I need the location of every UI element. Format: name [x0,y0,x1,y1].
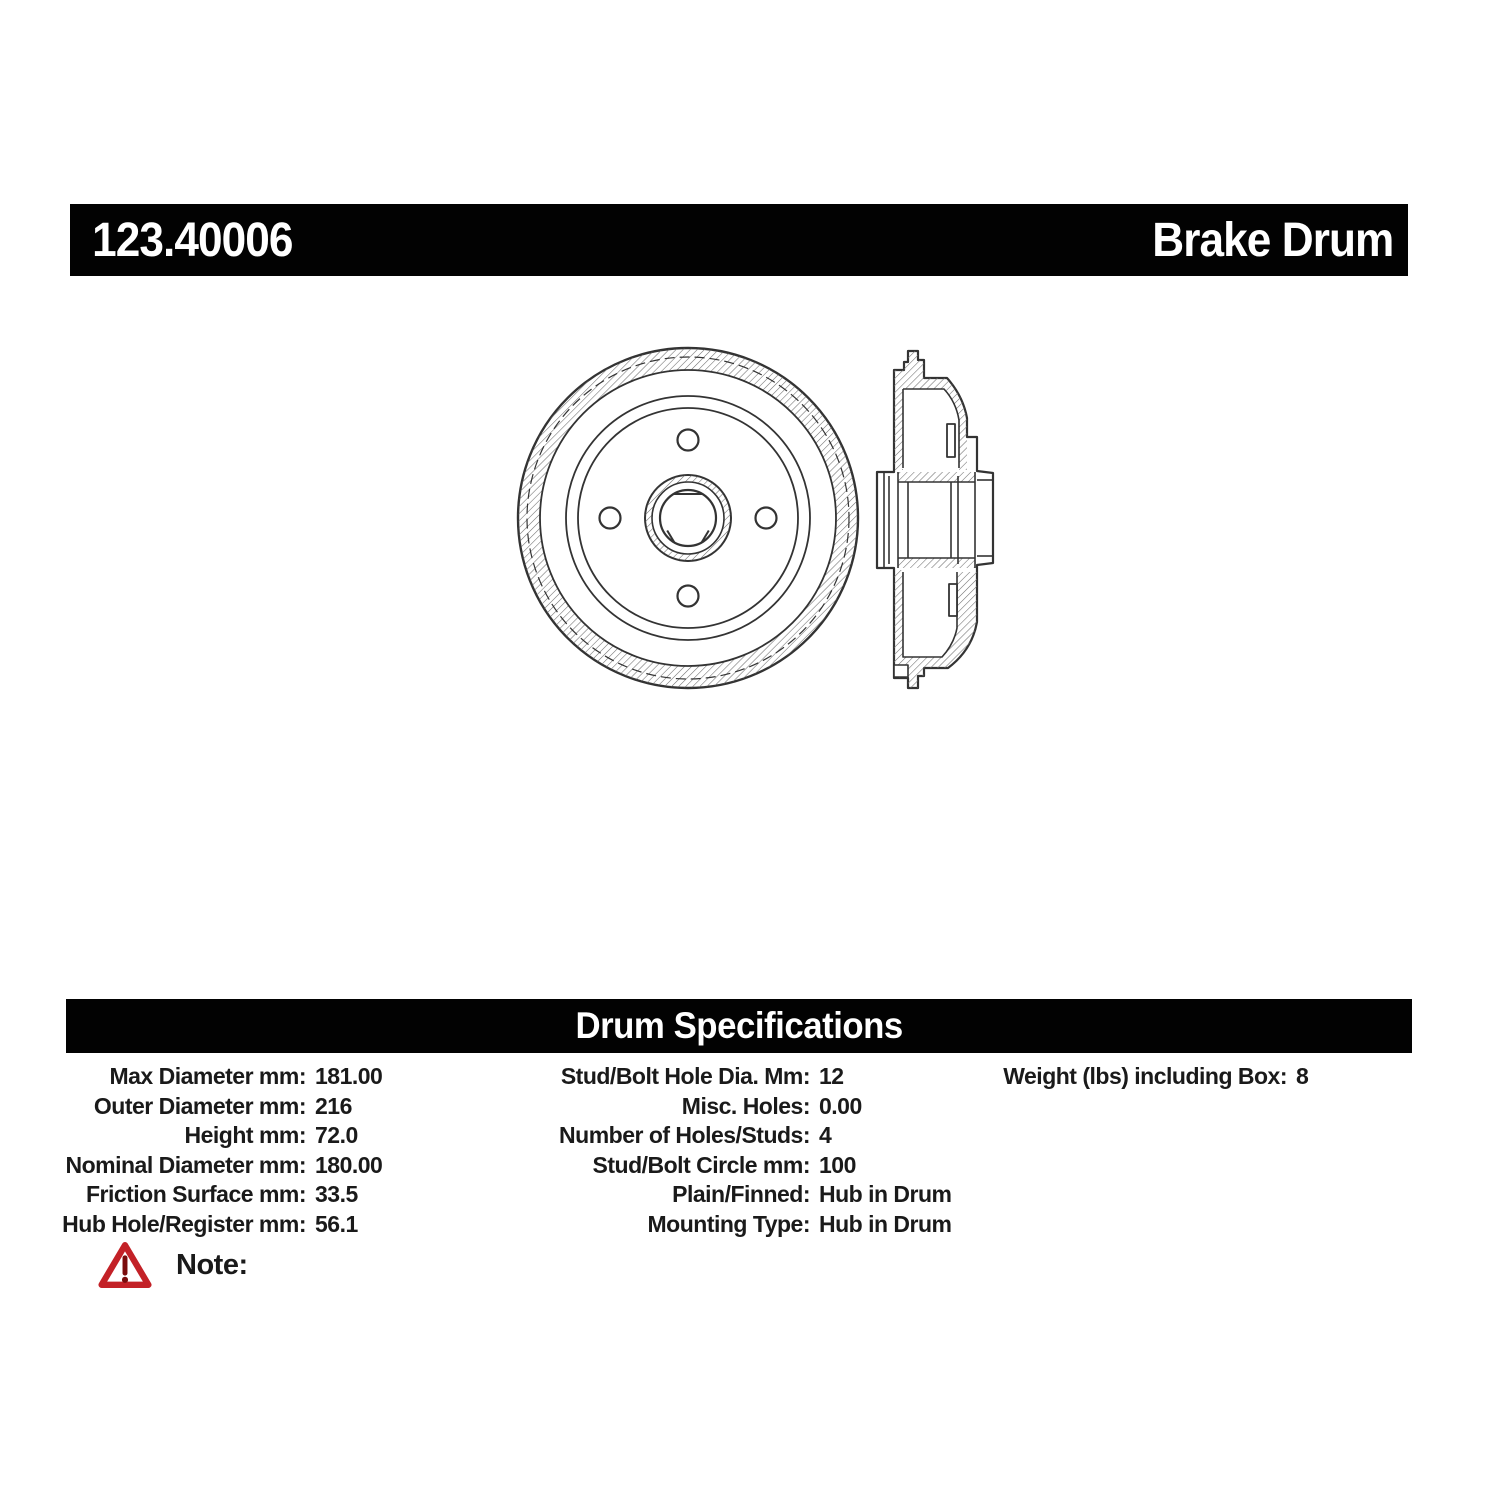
spec-value: 56.1 [315,1210,358,1237]
spec-row [530,1092,952,1122]
spec-label: Number of Holes/Studs: [559,1122,810,1149]
spec-row [530,1180,952,1210]
spec-value: 33.5 [315,1181,358,1208]
spec-value: 100 [819,1151,856,1178]
part-number: 123.40006 [92,213,293,267]
spec-value: 72.0 [315,1122,358,1149]
spec-value: Hub in Drum [819,1181,952,1208]
spec-label: Mounting Type: [647,1210,810,1237]
brake-drum-front-view-icon [518,348,858,688]
spec-section-title: Drum Specifications [575,1005,903,1046]
spec-label: Max Diameter mm: [109,1063,306,1090]
note-label: Note: [176,1248,248,1281]
spec-label: Hub Hole/Register mm: [62,1210,306,1237]
spec-value: 8 [1296,1063,1309,1090]
spec-label: Outer Diameter mm: [93,1092,306,1119]
spec-column-middle [530,1062,952,1239]
spec-row [530,1151,952,1181]
spec-row [40,1210,382,1240]
spec-row [960,1062,1308,1092]
spec-label: Stud/Bolt Hole Dia. Mm: [560,1063,810,1090]
warning-triangle-icon [98,1240,152,1290]
spec-value: 181.00 [315,1063,383,1090]
technical-drawing [430,330,1030,710]
spec-column-right [960,1062,1308,1092]
spec-value: Hub in Drum [819,1210,952,1237]
brake-drum-cross-section-icon [877,351,993,688]
spec-row [530,1121,952,1151]
spec-label: Plain/Finned: [672,1181,810,1208]
spec-row [40,1092,382,1122]
spec-value: 180.00 [315,1151,383,1178]
spec-value: 216 [315,1092,352,1119]
product-name: Brake Drum [1152,213,1394,267]
spec-row [40,1062,382,1092]
spec-label: Misc. Holes: [681,1092,810,1119]
spec-row [40,1121,382,1151]
header-bar [70,204,1408,276]
spec-row [530,1062,952,1092]
spec-label: Nominal Diameter mm: [65,1151,306,1178]
spec-row [40,1180,382,1210]
spec-section-bar [66,999,1412,1053]
spec-label: Height mm: [184,1122,306,1149]
spec-row [40,1151,382,1181]
spec-label: Friction Surface mm: [85,1181,306,1208]
spec-value: 4 [819,1122,832,1149]
spec-value: 12 [819,1063,844,1090]
note-row [98,1240,248,1290]
spec-label: Weight (lbs) including Box: [1003,1063,1287,1090]
spec-column-left [40,1062,382,1239]
spec-value: 0.00 [819,1092,862,1119]
spec-row [530,1210,952,1240]
spec-label: Stud/Bolt Circle mm: [592,1151,810,1178]
